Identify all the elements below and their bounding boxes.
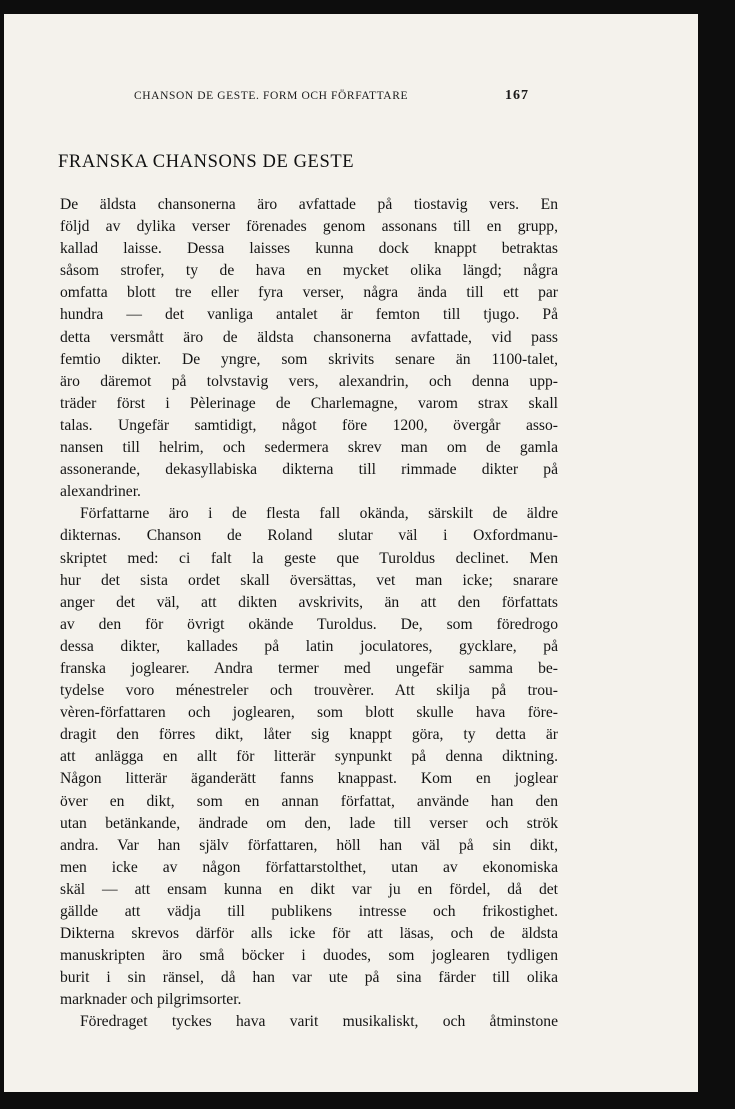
text-line: skriptet med: ci falt la geste que Turoldus declinet. Men: [60, 549, 558, 567]
text-line: följd av dylika verser förenades genom assonans till en grupp,: [60, 218, 558, 236]
text-line: såsom strofer, ty de hava en mycket olika längd; några: [60, 262, 558, 280]
text-line: tydelse voro ménestreler och trouvèrer. Att skilja på trou-: [60, 682, 558, 700]
body-text: [60, 194, 558, 1034]
text-line: andra. Var han själv författaren, höll han väl på sin dikt,: [60, 836, 558, 854]
text-line: dragit den förres dikt, låter sig knappt göra, ty detta är: [60, 726, 558, 744]
text-line: manuskripten äro små böcker i duodes, som joglearen tydligen: [60, 947, 558, 965]
text-line: burit i sin ränsel, då han var ute på sina färder till olika: [60, 969, 558, 987]
text-line: De äldsta chansonerna äro avfattade på tiostavig vers. En: [60, 196, 558, 213]
text-line: dessa dikter, kallades på latin joculatores, gycklare, på: [60, 637, 558, 655]
text-line: Någon litterär äganderätt fanns knappast. Kom en joglear: [60, 770, 558, 788]
text-line: hundra — det vanliga antalet är femton till tjugo. På: [60, 306, 558, 324]
text-line: skäl — att ensam kunna en dikt var ju en fördel, då det: [60, 880, 558, 898]
text-line: utan betänkande, ändrade om den, lade till verser och strök: [60, 814, 558, 832]
text-line: Dikterna skrevos därför alls icke för att läsas, och de äldsta: [60, 925, 558, 943]
text-line: nansen till helrim, och sedermera skrev man om de gamla: [60, 439, 558, 457]
text-line: över en dikt, som en annan författat, använde han den: [60, 792, 558, 810]
text-line: detta versmått äro de äldsta chansonerna avfattade, vid pass: [60, 328, 558, 346]
text-line: marknader och pilgrimsorter.: [60, 991, 242, 1009]
text-line: äro däremot på tolvstavig vers, alexandrin, och denna upp-: [60, 372, 558, 390]
text-line: Författarne äro i de flesta fall okända, särskilt de äldre: [80, 505, 558, 523]
text-line: omfatta blott tre eller fyra verser, några ända till ett par: [60, 284, 558, 302]
text-line: att anlägga en allt för litterär synpunkt på denna diktning.: [60, 748, 558, 766]
text-line: vèren-författaren och joglearen, som blott skulle hava före-: [60, 704, 558, 722]
text-line: av den för övrigt okände Turoldus. De, som föredrogo: [60, 615, 558, 633]
running-title: CHANSON DE GESTE. FORM OCH FÖRFATTARE: [134, 90, 409, 102]
text-line: alexandriner.: [60, 483, 141, 501]
section-heading: FRANSKA CHANSONS DE GESTE: [58, 152, 355, 172]
page-header: [134, 88, 529, 106]
text-line: kallad laisse. Dessa laisses kunna dock knappt betraktas: [60, 240, 558, 258]
text-line: anger det väl, att dikten avskrivits, än att den författats: [60, 593, 558, 611]
page-number: 167: [505, 88, 529, 103]
text-line: femtio dikter. De yngre, som skrivits senare än 1100-talet,: [60, 350, 558, 368]
book-page: [4, 14, 698, 1092]
text-line: franska joglearer. Andra termer med ungefär samma be-: [60, 659, 558, 677]
text-line: gällde att vädja till publikens intresse och frikostighet.: [60, 903, 558, 920]
text-line: Föredraget tyckes hava varit musikaliskt, och åtminstone: [80, 1013, 558, 1031]
text-line: talas. Ungefär samtidigt, något före 1200, övergår asso-: [60, 416, 558, 434]
text-line: assonerande, dekasyllabiska dikterna till rimmade dikter på: [60, 461, 558, 479]
text-line: men icke av någon författarstolthet, utan av ekonomiska: [60, 858, 558, 876]
text-line: träder först i Pèlerinage de Charlemagne, varom strax skall: [60, 394, 558, 412]
text-line: dikternas. Chanson de Roland slutar väl i Oxfordmanu-: [60, 527, 558, 545]
text-line: hur det sista ordet skall översättas, vet man icke; snarare: [60, 571, 558, 589]
